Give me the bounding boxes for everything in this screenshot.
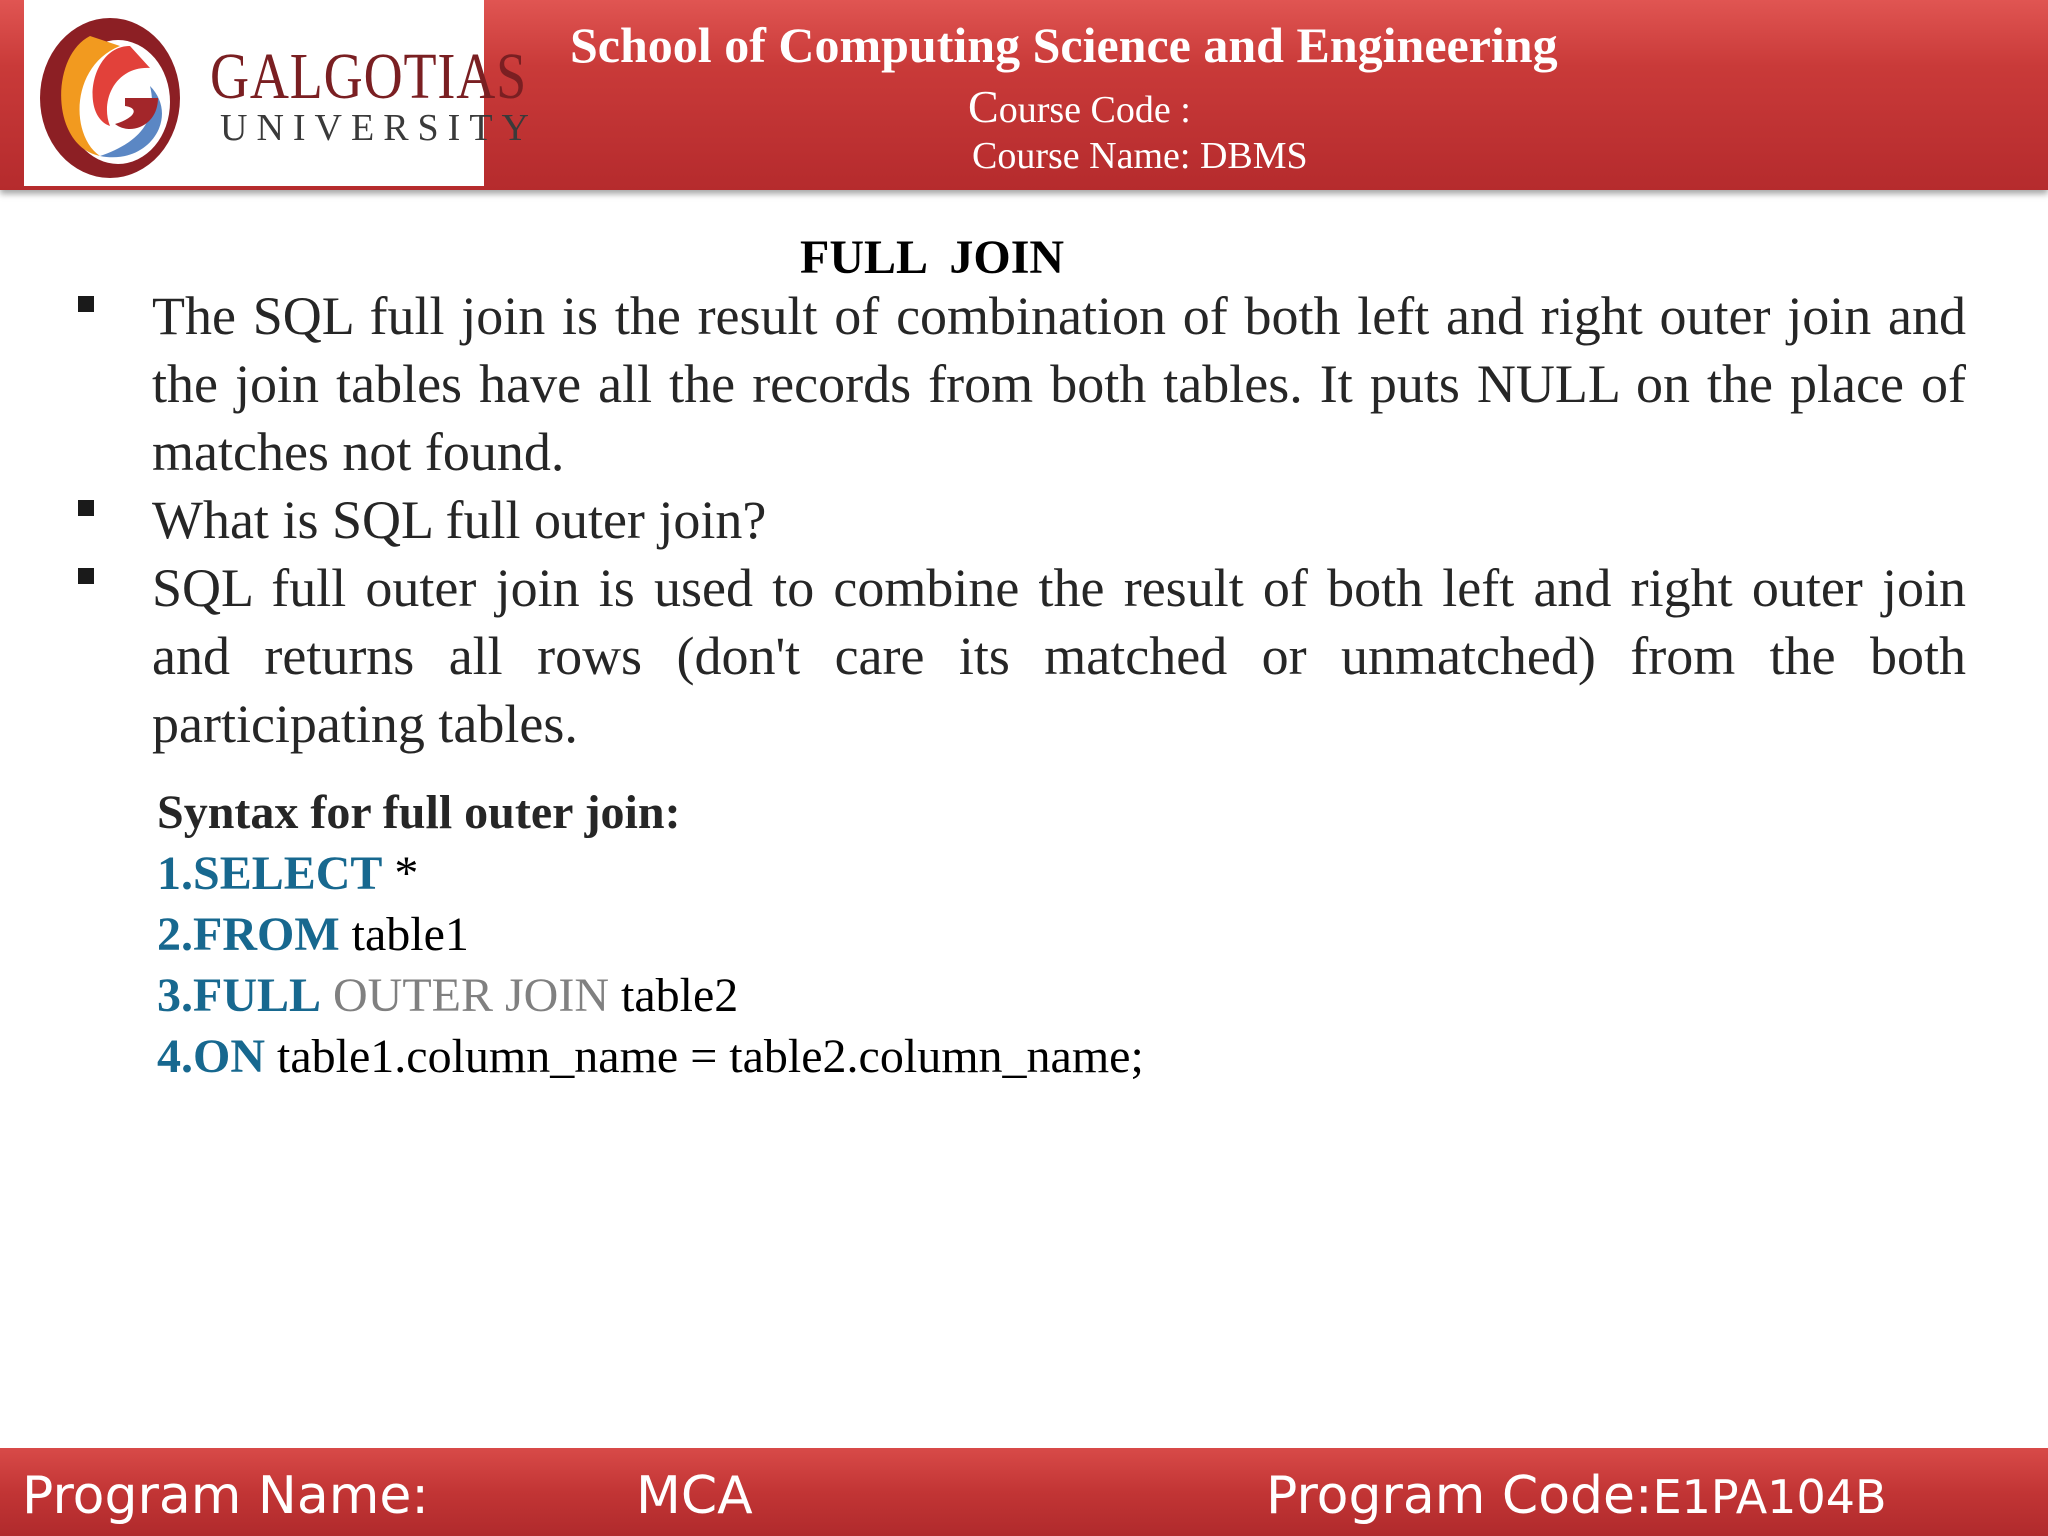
square-bullet-icon	[78, 568, 94, 584]
footer-band	[0, 1448, 2048, 1536]
syntax-line	[157, 1026, 1144, 1087]
bullet-text: SQL full outer join is used to combine the result of both left and right outer join and returns all rows (don't care its matched or unmatched) from the both participating tables.	[152, 558, 1966, 754]
program-code-label: Program Code:	[1266, 1466, 1653, 1526]
galgotias-logo-icon	[30, 6, 186, 182]
bullet-item	[76, 554, 1966, 758]
sql-keyword: 3.FULL	[157, 969, 322, 1022]
slide-title: FULL JOIN	[800, 231, 1065, 284]
logo-wordmark: GALGOTIAS	[210, 40, 528, 113]
syntax-block	[157, 782, 1144, 1087]
program-code-value: E1PA104B	[1652, 1470, 1887, 1524]
square-bullet-icon	[78, 500, 94, 516]
program-name-label: Program Name:	[22, 1466, 429, 1526]
bullet-text: The SQL full join is the result of combination of both left and right outer join and the join tables have all the records from both tables. It puts NULL on the place of matches not found.	[152, 286, 1966, 482]
school-name: School of Computing Science and Engineering	[570, 17, 1558, 73]
sql-text: *	[382, 847, 419, 900]
program-name-value: MCA	[636, 1466, 753, 1526]
course-code-initial: C	[968, 81, 999, 132]
program-code	[1266, 1464, 1887, 1529]
sql-keyword-grey: OUTER JOIN	[321, 969, 609, 1022]
sql-keyword: 2.FROM	[157, 908, 340, 961]
syntax-line	[157, 843, 1144, 904]
square-bullet-icon	[78, 296, 94, 312]
syntax-heading: Syntax for full outer join:	[157, 786, 681, 839]
sql-keyword: 1.SELECT	[157, 847, 383, 900]
sql-text: table1	[339, 908, 469, 961]
syntax-line	[157, 965, 1144, 1026]
course-code-label: ourse Code :	[998, 89, 1191, 131]
sql-text: table1.column_name = table2.column_name;	[265, 1030, 1144, 1083]
bullet-item	[76, 486, 1966, 554]
course-name: Course Name: DBMS	[972, 135, 1308, 177]
bullet-list	[76, 282, 1966, 758]
logo-subtitle: UNIVERSITY	[220, 107, 538, 149]
bullet-item	[76, 282, 1966, 486]
university-logo	[24, 0, 538, 186]
sql-text: table2	[609, 969, 739, 1022]
bullet-text: What is SQL full outer join?	[152, 490, 767, 550]
sql-keyword: 4.ON	[157, 1030, 265, 1083]
syntax-line	[157, 904, 1144, 965]
header-band	[0, 0, 2048, 190]
course-code	[968, 80, 1191, 133]
